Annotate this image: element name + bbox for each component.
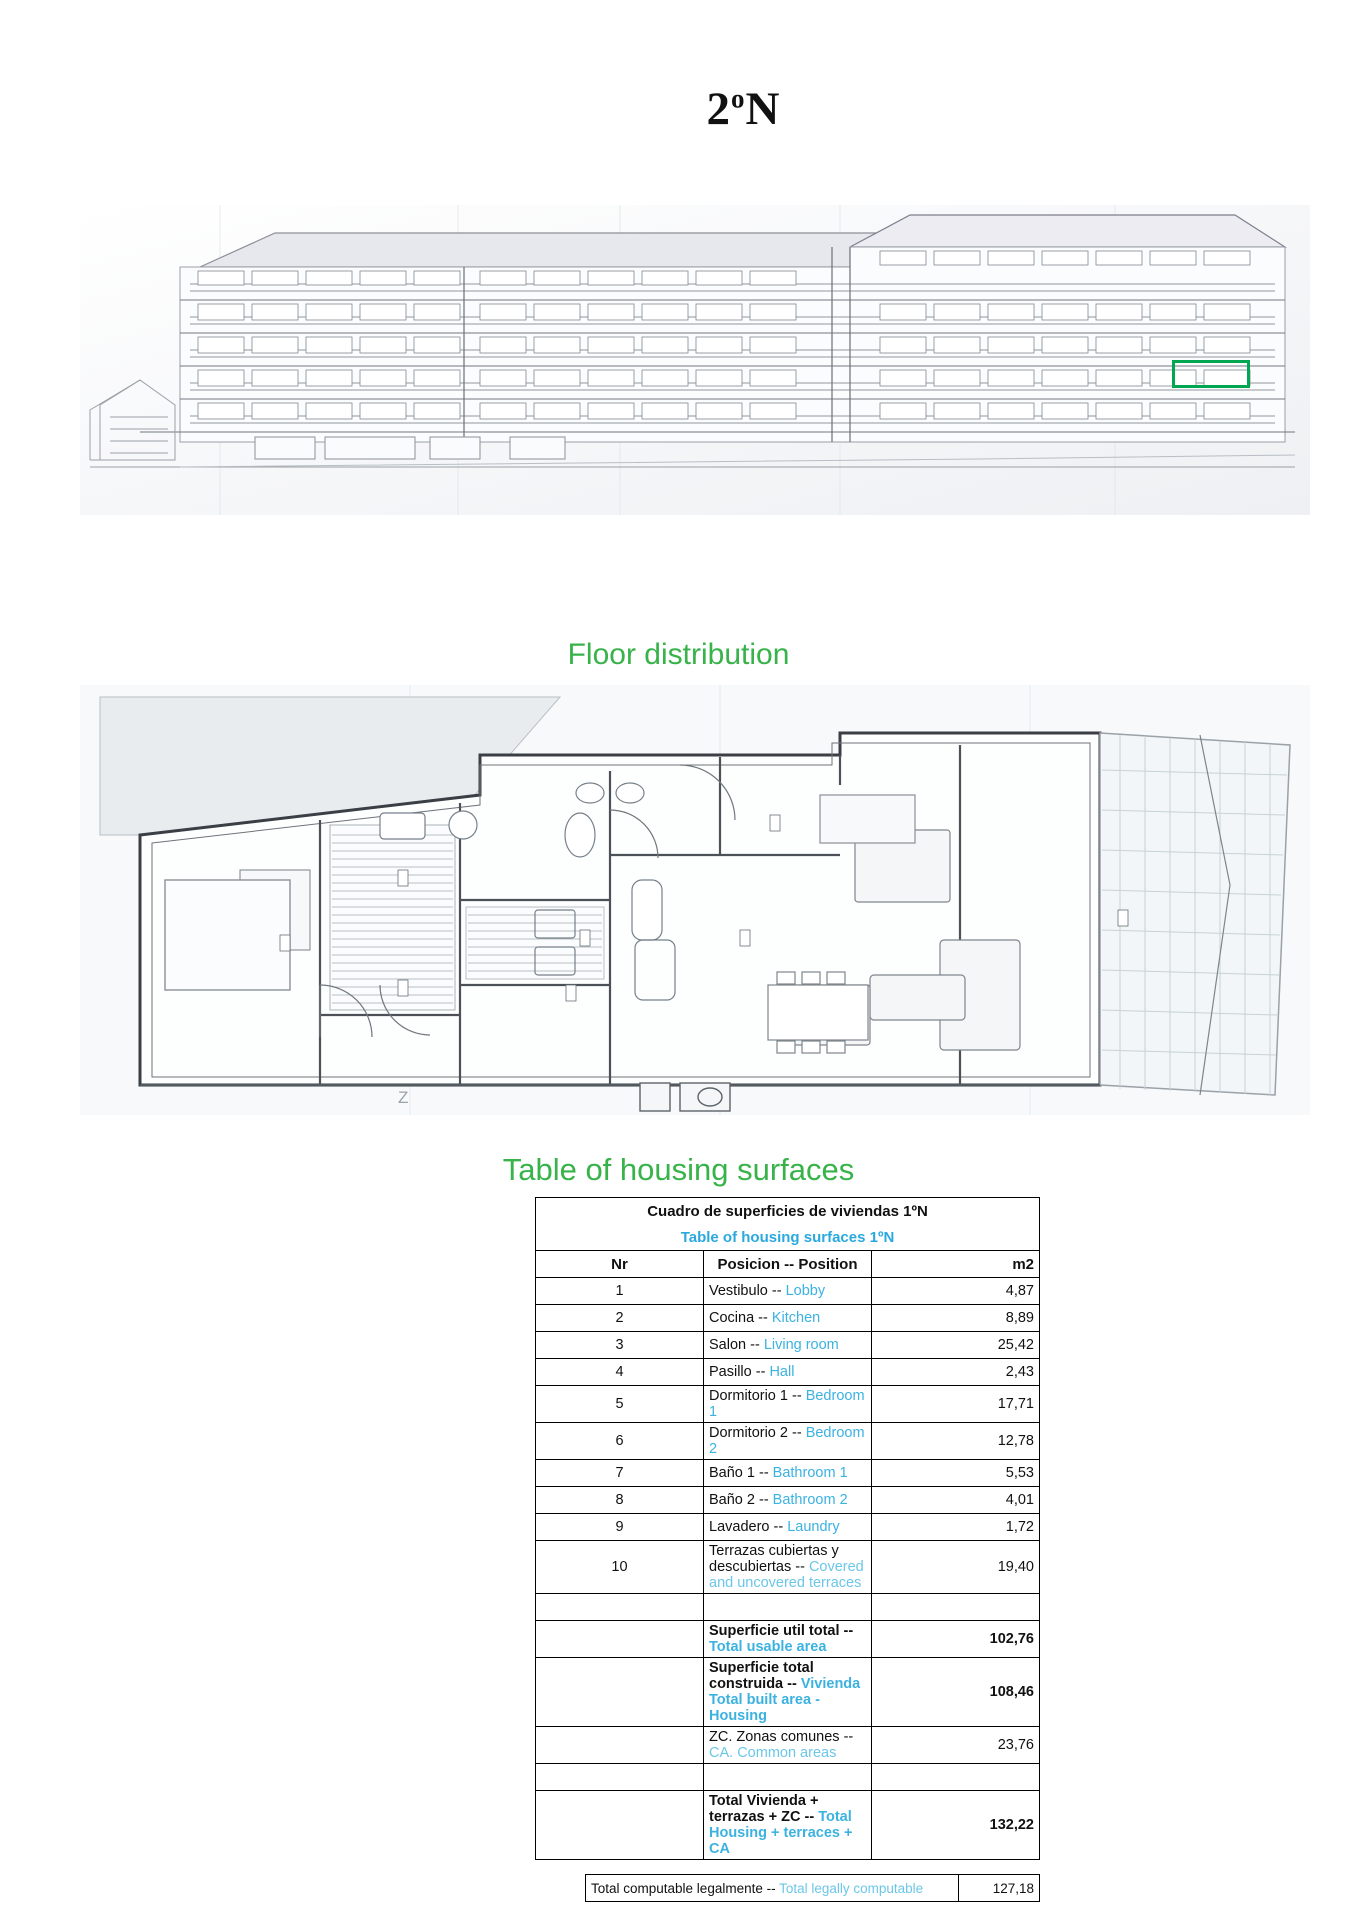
- row-position-es: Dormitorio 2 --: [709, 1425, 806, 1441]
- total-row-nr: [536, 1727, 704, 1764]
- row-nr: 1: [536, 1278, 704, 1305]
- row-position-en: Kitchen: [771, 1310, 821, 1326]
- table-row: [536, 1541, 1040, 1594]
- total-row-label: [704, 1658, 872, 1727]
- total-row-label-en: CA. Common areas: [709, 1745, 837, 1761]
- row-position-es: Pasillo --: [709, 1364, 770, 1380]
- row-m2: 4,01: [872, 1487, 1040, 1514]
- row-position: [704, 1487, 872, 1514]
- total-row-label: [704, 1727, 872, 1764]
- table-row: [536, 1278, 1040, 1305]
- row-m2: 19,40: [872, 1541, 1040, 1594]
- total-row-m2: 108,46: [872, 1658, 1040, 1727]
- row-position: [704, 1541, 872, 1594]
- table-column-headers: [536, 1251, 1040, 1278]
- row-nr: 7: [536, 1460, 704, 1487]
- row-position-es: Baño 1 --: [709, 1465, 773, 1481]
- total-row-label: [704, 1621, 872, 1658]
- legal-total-label: [586, 1875, 959, 1902]
- column-header-m2: m2: [872, 1251, 1040, 1278]
- table-row: [536, 1423, 1040, 1460]
- total-row-m2: 23,76: [872, 1727, 1040, 1764]
- total-row-nr: [536, 1658, 704, 1727]
- row-position-es: Terrazas cubiertas y descubiertas --: [709, 1543, 839, 1575]
- row-nr: 4: [536, 1359, 704, 1386]
- total-row: [536, 1621, 1040, 1658]
- row-nr: 10: [536, 1541, 704, 1594]
- table-row: [536, 1514, 1040, 1541]
- table-heading: Table of housing surfaces: [502, 1152, 855, 1187]
- page-title-ordinal: o: [731, 83, 746, 114]
- row-position-en: Bathroom 1: [772, 1465, 848, 1481]
- legal-total-spacer: [535, 1875, 586, 1902]
- row-position-es: Lavadero --: [709, 1519, 788, 1535]
- row-m2: 4,87: [872, 1278, 1040, 1305]
- row-nr: 3: [536, 1332, 704, 1359]
- table-row: [536, 1359, 1040, 1386]
- row-position-en: Living room: [763, 1337, 839, 1353]
- legal-total-m2: 127,18: [959, 1875, 1040, 1902]
- row-m2: 2,43: [872, 1359, 1040, 1386]
- row-position-en: Covered and uncovered terraces: [709, 1559, 864, 1591]
- row-m2: 5,53: [872, 1460, 1040, 1487]
- total-row: [536, 1727, 1040, 1764]
- total-row-label-es: Superficie util total --: [709, 1623, 854, 1639]
- table-row: [536, 1460, 1040, 1487]
- total-row-label-en: Vivienda Total built area - Housing: [709, 1676, 861, 1724]
- total-row-nr: [536, 1621, 704, 1658]
- page-title-number: 2: [706, 83, 732, 135]
- floor-plan-drawing: [80, 685, 1310, 1115]
- legal-total-row: [535, 1875, 1040, 1902]
- row-nr: 2: [536, 1305, 704, 1332]
- row-position-en: Bedroom 2: [709, 1425, 865, 1457]
- row-position-en: Bathroom 2: [772, 1492, 848, 1508]
- table-row: [536, 1487, 1040, 1514]
- row-position-es: Vestibulo --: [709, 1283, 786, 1299]
- housing-surfaces-table: [535, 1197, 1040, 1902]
- elevation-svg: [80, 205, 1310, 515]
- total-row-label-es: Superficie total construida --: [709, 1660, 814, 1692]
- table-row: [536, 1305, 1040, 1332]
- row-position-es: Cocina --: [709, 1310, 772, 1326]
- grand-total-m2: 132,22: [872, 1791, 1040, 1860]
- row-position: [704, 1278, 872, 1305]
- table-row: [536, 1332, 1040, 1359]
- row-nr: 8: [536, 1487, 704, 1514]
- row-position: [704, 1332, 872, 1359]
- svg-text:Z: Z: [398, 1088, 409, 1107]
- grand-total-label-es: Total Vivienda + terrazas + ZC --: [709, 1793, 819, 1825]
- row-nr: 9: [536, 1514, 704, 1541]
- row-m2: 25,42: [872, 1332, 1040, 1359]
- page-title: [65, 82, 1357, 136]
- column-header-nr: Nr: [536, 1251, 704, 1278]
- row-position: [704, 1514, 872, 1541]
- grand-total-nr: [536, 1791, 704, 1860]
- building-elevation-drawing: [80, 205, 1310, 515]
- row-position-es: Dormitorio 1 --: [709, 1388, 806, 1404]
- table-title-spanish: Cuadro de superficies de viviendas 1ºN: [536, 1198, 1040, 1225]
- table-row: [536, 1386, 1040, 1423]
- grand-total-label-en: Total Housing + terraces + CA: [709, 1809, 853, 1857]
- table-title-english: Table of housing surfaces 1ºN: [536, 1224, 1040, 1251]
- row-position: [704, 1305, 872, 1332]
- floor-plan-svg: [80, 685, 1310, 1115]
- row-position-es: Baño 2 --: [709, 1492, 773, 1508]
- row-m2: 17,71: [872, 1386, 1040, 1423]
- table-header-row-en: [536, 1224, 1040, 1251]
- table-spacer-row: [536, 1764, 1040, 1791]
- total-row-m2: 102,76: [872, 1621, 1040, 1658]
- row-nr: 5: [536, 1386, 704, 1423]
- row-m2: 1,72: [872, 1514, 1040, 1541]
- row-nr: 6: [536, 1423, 704, 1460]
- row-position-en: Hall: [769, 1364, 795, 1380]
- row-position-en: Lobby: [785, 1283, 826, 1299]
- highlighted-unit-box: [1172, 360, 1250, 388]
- grand-total-row: [536, 1791, 1040, 1860]
- row-position: [704, 1359, 872, 1386]
- column-header-position: Posicion -- Position: [704, 1251, 872, 1278]
- table-header-row-es: [536, 1198, 1040, 1225]
- table-spacer-row: [536, 1594, 1040, 1621]
- row-m2: 12,78: [872, 1423, 1040, 1460]
- total-row: [536, 1658, 1040, 1727]
- total-row-label-en: Total usable area: [709, 1639, 827, 1655]
- legal-total-label-en: Total legally computable: [779, 1880, 924, 1896]
- row-position-es: Salon --: [709, 1337, 764, 1353]
- row-position: [704, 1423, 872, 1460]
- row-position: [704, 1460, 872, 1487]
- row-position-en: Laundry: [787, 1519, 840, 1535]
- row-m2: 8,89: [872, 1305, 1040, 1332]
- floor-distribution-heading: Floor distribution: [567, 638, 790, 671]
- row-position: [704, 1386, 872, 1423]
- total-row-label-es: ZC. Zonas comunes --: [709, 1729, 854, 1745]
- page-title-suffix: N: [745, 83, 781, 135]
- legal-total-label-es: Total computable legalmente --: [591, 1880, 780, 1896]
- grand-total-label: [704, 1791, 872, 1860]
- row-position-en: Bedroom 1: [709, 1388, 865, 1420]
